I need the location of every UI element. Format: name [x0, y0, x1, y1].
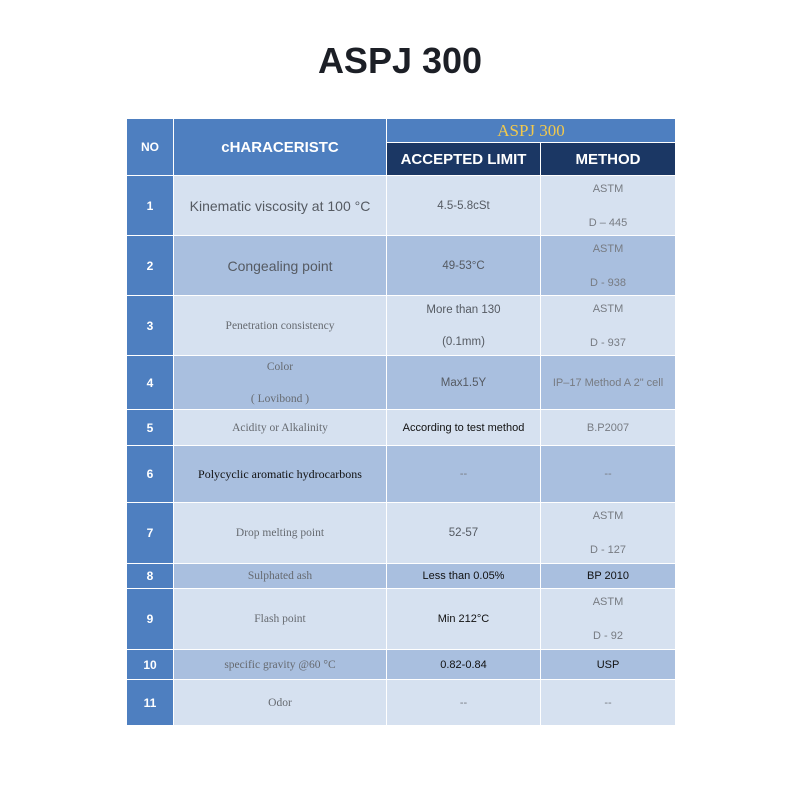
- limit-cell: Min 212°C: [387, 589, 541, 650]
- table-row: [127, 650, 676, 680]
- limit-cell: --: [387, 446, 541, 503]
- table-row: [127, 236, 676, 296]
- characteristic-cell: [174, 356, 387, 410]
- characteristic-cell: Kinematic viscosity at 100 °C: [174, 176, 387, 236]
- method-line: ASTM: [592, 510, 624, 522]
- characteristic-line: ( Lovibond ): [250, 392, 310, 405]
- method-line: ASTM: [592, 596, 624, 608]
- limit-cell: [387, 296, 541, 356]
- limit-cell: Less than 0.05%: [387, 564, 541, 589]
- table-row: [127, 446, 676, 503]
- characteristic-cell: Flash point: [174, 589, 387, 650]
- row-number: 9: [127, 589, 174, 650]
- characteristic-cell: Sulphated ash: [174, 564, 387, 589]
- page-title: ASPJ 300: [317, 40, 483, 81]
- specification-table: [126, 118, 676, 726]
- header-method: METHOD: [541, 143, 676, 176]
- method-cell: IP–17 Method A 2" cell: [541, 356, 676, 410]
- characteristic-cell: Penetration consistency: [174, 296, 387, 356]
- method-line: ASTM: [592, 182, 624, 195]
- method-cell: B.P2007: [541, 410, 676, 446]
- table-row: [127, 503, 676, 564]
- row-number: 7: [127, 503, 174, 564]
- row-number: 8: [127, 564, 174, 589]
- method-cell: --: [541, 446, 676, 503]
- row-number: 2: [127, 236, 174, 296]
- characteristic-cell: Drop melting point: [174, 503, 387, 564]
- limit-cell: 4.5-5.8cSt: [387, 176, 541, 236]
- limit-cell: 49-53°C: [387, 236, 541, 296]
- header-characteristic: cHARACERISTC: [174, 119, 387, 176]
- limit-cell: According to test method: [387, 410, 541, 446]
- method-line: D – 445: [588, 216, 628, 229]
- header-no: NO: [127, 119, 174, 176]
- method-line: D - 127: [589, 544, 627, 556]
- characteristic-cell: Acidity or Alkalinity: [174, 410, 387, 446]
- limit-cell: --: [387, 680, 541, 726]
- method-cell: [541, 589, 676, 650]
- row-number: 3: [127, 296, 174, 356]
- row-number: 1: [127, 176, 174, 236]
- method-cell: BP 2010: [541, 564, 676, 589]
- limit-cell: 52-57: [387, 503, 541, 564]
- characteristic-cell: specific gravity @60 °C: [174, 650, 387, 680]
- limit-line: More than 130: [426, 303, 501, 316]
- row-number: 11: [127, 680, 174, 726]
- method-line: D - 92: [593, 630, 623, 642]
- limit-cell: 0.82-0.84: [387, 650, 541, 680]
- method-line: ASTM: [592, 242, 624, 255]
- method-line: D - 937: [589, 336, 627, 349]
- characteristic-cell: Odor: [174, 680, 387, 726]
- limit-line: (0.1mm): [442, 335, 485, 348]
- method-cell: [541, 236, 676, 296]
- method-cell: [541, 503, 676, 564]
- method-cell: --: [541, 680, 676, 726]
- table-row: [127, 356, 676, 410]
- method-line: D - 938: [589, 276, 627, 289]
- row-number: 4: [127, 356, 174, 410]
- header-product: ASPJ 300: [387, 119, 676, 143]
- table-row: [127, 176, 676, 236]
- table-row: [127, 680, 676, 726]
- row-number: 10: [127, 650, 174, 680]
- limit-cell: Max1.5Y: [387, 356, 541, 410]
- method-cell: [541, 296, 676, 356]
- table-row: [127, 589, 676, 650]
- characteristic-cell: Congealing point: [174, 236, 387, 296]
- table-row: [127, 296, 676, 356]
- row-number: 5: [127, 410, 174, 446]
- row-number: 6: [127, 446, 174, 503]
- method-line: ASTM: [592, 302, 624, 315]
- table-row: [127, 564, 676, 589]
- method-cell: USP: [541, 650, 676, 680]
- characteristic-line: Color: [266, 360, 294, 373]
- characteristic-cell: Polycyclic aromatic hydrocarbons: [174, 446, 387, 503]
- method-cell: [541, 176, 676, 236]
- header-accepted-limit: ACCEPTED LIMIT: [387, 143, 541, 176]
- table-row: [127, 410, 676, 446]
